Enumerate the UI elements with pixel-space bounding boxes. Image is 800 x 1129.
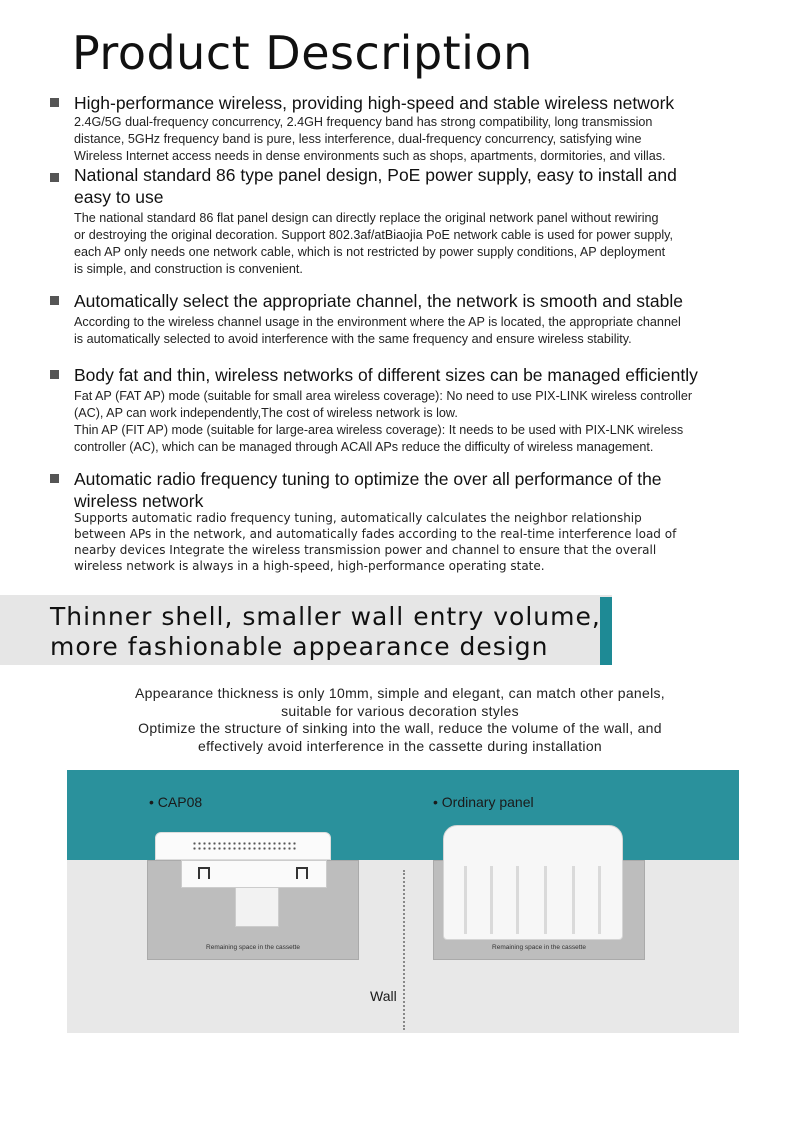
feature-body-line: The national standard 86 flat panel design can directly replace the original network panel without rewiring [74,211,659,225]
feature-heading [74,164,764,208]
feature-heading [74,92,764,114]
wall-divider-line [403,870,405,1030]
cap08-body [181,860,327,888]
bullet-icon [50,98,59,107]
bullet-icon [50,173,59,182]
feature-body [74,314,774,348]
feature-body [74,210,774,278]
ethernet-port-icon [296,867,308,879]
cap08-panel-image [155,832,331,860]
panel-rib [464,866,467,934]
feature-heading-line: Body fat and thin, wireless networks of different sizes can be managed efficiently [74,365,698,385]
feature-heading-line: easy to use [74,187,164,207]
feature-body-line: is automatically selected to avoid interference with the same frequency and ensure wireless stability. [74,332,632,346]
feature-body [74,388,774,456]
feature-body-line: or destroying the original decoration. Support 802.3af/atBiaojia PoE network cable is used for power supply, [74,228,674,242]
feature-body-line: Fat AP (FAT AP) mode (suitable for small area wireless coverage): No need to use PIX-LINK wireless controller [74,389,693,403]
feature-body-line: between APs in the network, and automatically fades according to the real-time interference load of [74,527,677,541]
feature-body-line: Thin AP (FIT AP) mode (suitable for large-area wireless coverage): It needs to be used with PIX-LNK wireless [74,423,684,437]
ethernet-port-icon [198,867,210,879]
ordinary-panel-label: • Ordinary panel [433,794,534,810]
feature-body-line: Wireless Internet access needs in dense environments such as shops, apartments, dormitories, and villas. [74,149,666,163]
feature-heading [74,468,764,512]
feature-body-line: Supports automatic radio frequency tuning, automatically calculates the neighbor relationship [74,511,642,525]
cap08-label: • CAP08 [149,794,203,810]
panel-rib [516,866,519,934]
feature-heading-line: Automatically select the appropriate channel, the network is smooth and stable [74,291,683,311]
page-title: Product Description [72,26,533,80]
bullet-icon [50,370,59,379]
vent-dots [192,841,296,851]
feature-heading [74,290,764,312]
bullet-icon [50,474,59,483]
feature-heading-line: wireless network [74,491,204,511]
panel-rib [490,866,493,934]
description-line: effectively avoid interference in the cassette during installation [198,738,602,754]
description-line: Appearance thickness is only 10mm, simple and elegant, can match other panels, [134,685,665,701]
bullet-icon [50,296,59,305]
description-line: suitable for various decoration styles [281,703,519,719]
feature-body-line: (AC), AP can work independently,The cost of wireless network is low. [74,406,458,420]
cassette-label: Remaining space in the cassette [206,944,300,951]
feature-body-line: each AP only needs one network cable, which is not restricted by power supply conditions, AP deployment [74,245,666,259]
feature-heading-line: High-performance wireless, providing high-speed and stable wireless network [74,93,675,113]
cassette-label: Remaining space in the cassette [492,944,586,951]
wall-label: Wall [370,988,397,1004]
feature-body-line: wireless network is always in a high-speed, high-performance operating state. [74,559,545,573]
feature-body-line: According to the wireless channel usage in the environment where the AP is located, the appropriate channel [74,315,681,329]
feature-body [74,114,774,165]
ordinary-panel-image [443,825,623,940]
panel-rib [544,866,547,934]
panel-rib [572,866,575,934]
banner-accent-bar [600,597,612,665]
feature-body-line: is simple, and construction is convenient. [74,262,303,276]
feature-heading-line: Automatic radio frequency tuning to optimize the over all performance of the [74,469,662,489]
feature-body-line: nearby devices Integrate the wireless transmission power and channel to ensure that the overall [74,543,657,557]
panel-rib [598,866,601,934]
feature-heading [74,364,764,386]
comparison-diagram [67,770,739,1033]
feature-body-line: 2.4G/5G dual-frequency concurrency, 2.4GH frequency band has strong compatibility, long transmission [74,115,653,129]
feature-heading-line: National standard 86 type panel design, PoE power supply, easy to install and [74,165,677,185]
banner-heading-line2: more fashionable appearance design [50,632,549,661]
cap08-plug [235,887,279,927]
feature-body-line: distance, 5GHz frequency band is pure, less interference, dual-frequency concurrency, satisfying wine [74,132,642,146]
banner-heading-line1: Thinner shell, smaller wall entry volume, [50,602,601,631]
description-line: Optimize the structure of sinking into the wall, reduce the volume of the wall, and [138,720,662,736]
feature-body [74,510,774,574]
feature-body-line: controller (AC), which can be managed through ACAll APs reduce the difficulty of wireless management. [74,440,654,454]
